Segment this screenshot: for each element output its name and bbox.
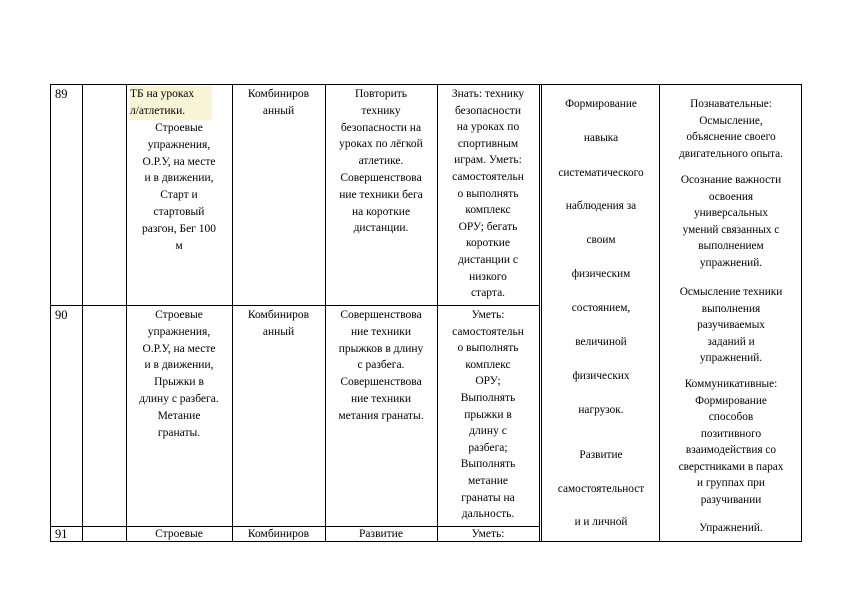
row-divider-89-90: [50, 305, 540, 306]
personal-result-line: Формирование: [565, 98, 637, 110]
lesson-goals: Развитие: [359, 528, 403, 540]
uud-communicative: Коммуникативные: Формирование способов позитивного взаимодействия со сверстниками в парах и группах при разучивании: [678, 378, 784, 506]
lesson-topic: Строевые упражнения, О.Р.У, на месте и в движении, Старт и стартовый разгон, Бег 100 м: [141, 122, 217, 252]
personal-result-line: нагрузок.: [578, 404, 624, 416]
personal-result-line: своим: [586, 234, 616, 246]
lesson-topic: Строевые: [155, 528, 203, 540]
col-border-6: [539, 84, 540, 542]
personal-result-line: Развитие: [579, 449, 623, 461]
uud-cognitive: Познавательные: Осмысление, объяснение своего двигательного опыта.: [679, 98, 783, 160]
col-border-0: [50, 84, 51, 542]
row-number: 91: [55, 527, 68, 541]
topic-highlight: ТБ на уроках л/атлетики.: [130, 86, 212, 120]
personal-result-line: состоянием,: [571, 302, 631, 314]
uud-technique: Осмысление техники выполнения разучиваемых заданий и упражнений.: [679, 286, 783, 364]
personal-result-line: величиной: [575, 336, 627, 348]
personal-result-line: самостоятельност: [557, 483, 645, 495]
lesson-type: Комбиниров анный: [247, 309, 310, 338]
personal-result-line: систематического: [558, 167, 644, 179]
personal-result-line: навыка: [583, 132, 619, 144]
personal-result-line: физических: [572, 370, 630, 382]
lesson-goals: Совершенствова ние техники прыжков в длину с разбега. Совершенствова ние техники метания гранаты.: [338, 309, 424, 422]
table-top-border: [50, 84, 802, 85]
row-number: 89: [55, 87, 68, 101]
lesson-topic: Строевые упражнения, О.Р.У, на месте и в движении, Прыжки в длину с разбега. Метание гранаты.: [139, 309, 219, 439]
col-border-1: [82, 84, 83, 542]
learning-outcomes: Знать: технику безопасности на уроках по спортивным играм. Уметь: самостоятельн о выполнять комплекс ОРУ; бегать короткие дистанции с низкого старта.: [451, 88, 525, 300]
learning-outcomes: Уметь: самостоятельн о выполнять комплекс ОРУ; Выполнять прыжки в длину с разбега; Выполнять метание гранаты на дальность.: [452, 309, 524, 521]
personal-result-line: наблюдения за: [565, 200, 637, 212]
lesson-type: Комбиниров анный: [247, 88, 310, 117]
lesson-type: Комбиниров: [247, 528, 310, 540]
lesson-goals: Повторить технику безопасности на уроках по лёгкой атлетике. Совершенствова ние техники бега на короткие дистанции.: [339, 88, 423, 235]
uud-awareness: Осознание важности освоения универсальных умений связанных с выполнением упражнений.: [680, 174, 782, 269]
table-bottom-border: [50, 541, 802, 542]
row-number: 90: [55, 308, 68, 322]
personal-result-line: физическим: [571, 268, 631, 280]
uud-exercises: Упражнений.: [699, 522, 763, 534]
learning-outcomes: Уметь:: [471, 528, 505, 540]
col-border-8: [801, 84, 802, 542]
personal-result-line: и и личной: [574, 516, 628, 528]
